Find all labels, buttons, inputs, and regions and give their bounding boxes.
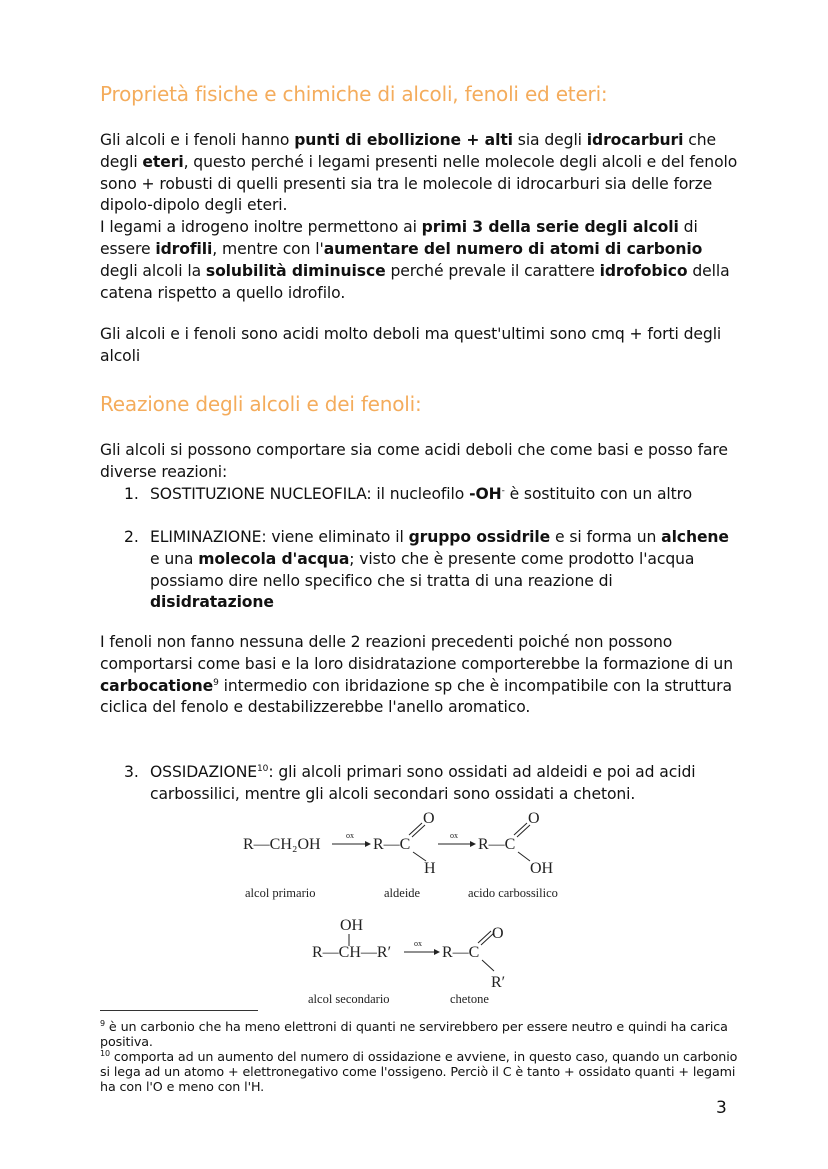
- text-run: di essere: [100, 218, 698, 258]
- text-run: : gli alcoli primari sono ossidati ad aldeidi e poi ad acidi carbossilici, mentre gli alcoli secondari sono ossidati a chetoni.: [150, 763, 696, 803]
- list-number: 2.: [124, 528, 139, 546]
- bold-text: carbocatione: [100, 676, 214, 695]
- list-item-text: [150, 527, 740, 614]
- text-run: è sostituito con un altro: [504, 485, 693, 503]
- list-item-oxidation: [124, 762, 740, 806]
- ketone-r-prime: R′: [491, 974, 506, 991]
- bold-text: idrofili: [155, 239, 213, 258]
- aldehyde-o: O: [423, 810, 435, 827]
- acid-oh: OH: [530, 860, 554, 877]
- arrow-label: ox: [450, 831, 458, 840]
- primary-alcohol-formula: R—CH₂OH: [243, 836, 321, 853]
- footnote-text: è un carbonio che ha meno elettroni di quanti ne servirebbero per essere neutro e quindi ha carica positiva.: [100, 1019, 728, 1049]
- bold-text: punti di ebollizione + alti: [294, 131, 513, 149]
- bold-text: idrocarburi: [586, 131, 684, 149]
- label-ketone: chetone: [450, 992, 489, 1006]
- arrow-label: ox: [414, 939, 422, 948]
- bold-text: solubilità diminuisce: [205, 261, 386, 280]
- footnote-separator: [100, 1010, 258, 1011]
- oxidation-reaction-scheme: [230, 805, 590, 1010]
- text-run: che degli: [100, 131, 716, 171]
- acid-rc: R—C: [478, 836, 516, 853]
- section-heading-properties: Proprietà fisiche e chimiche di alcoli, fenoli ed eteri:: [100, 82, 608, 106]
- text-run: ELIMINAZIONE: viene eliminato il: [150, 528, 409, 546]
- superscript: 10: [257, 763, 269, 774]
- label-primary-alcohol: alcol primario: [245, 886, 316, 900]
- text-run: Gli alcoli e i fenoli hanno: [100, 131, 295, 149]
- paragraph-acidity: [100, 324, 740, 368]
- paragraph-reactions-intro: [100, 440, 740, 484]
- secondary-alcohol-formula: R—CH—R′: [312, 944, 392, 961]
- text-run: della catena rispetto a quello idrofilo.: [100, 261, 730, 302]
- text-run: perché prevale il carattere: [385, 261, 600, 280]
- ketone-rc: R—C: [442, 944, 480, 961]
- footnote-number: 10: [100, 1048, 110, 1058]
- bold-text: idrofobico: [599, 261, 688, 280]
- list-number: 3.: [124, 763, 139, 781]
- text-run: sia degli: [512, 131, 587, 149]
- aldehyde-h: H: [424, 860, 436, 877]
- label-carboxylic-acid: acido carbossilico: [468, 886, 558, 900]
- text-run: OSSIDAZIONE: [150, 763, 258, 781]
- bold-text: disidratazione: [150, 593, 274, 612]
- single-bond: [518, 852, 530, 861]
- section-heading-reactions: Reazione degli alcoli e dei fenoli:: [100, 392, 422, 416]
- paragraph-phenols: [100, 632, 740, 719]
- aldehyde-rc: R—C: [373, 836, 411, 853]
- text-run: Gli alcoli si possono comportare sia come acidi deboli che come basi e posso fare diverse reazioni:: [100, 441, 728, 481]
- list-number: 1.: [124, 485, 139, 503]
- list-item-elimination: [124, 527, 740, 614]
- text-run: I legami a idrogeno inoltre permettono ai: [100, 218, 422, 237]
- superscript: 9: [213, 677, 219, 688]
- text-run: , mentre con l': [212, 239, 324, 258]
- bold-text: gruppo ossidrile: [408, 528, 551, 546]
- superscript: -: [501, 485, 505, 496]
- label-aldehyde: aldeide: [384, 886, 421, 900]
- page-number: 3: [716, 1098, 727, 1118]
- list-item-substitution: [124, 484, 740, 506]
- text-run: degli alcoli la: [100, 261, 206, 280]
- footnote-number: 9: [100, 1018, 105, 1028]
- text-run: intermedio con ibridazione sp che è incompatibile con la struttura ciclica del fenolo e destabilizzerebbe l'anello aromatico.: [100, 676, 732, 717]
- text-run: Gli alcoli e i fenoli sono acidi molto deboli ma quest'ultimi sono cmq + forti degli alcoli: [100, 325, 722, 365]
- text-run: , questo perché i legami presenti nelle molecole degli alcoli e del fenolo sono + robusti di quelli presenti sia tra le molecole di idrocarburi sia delle forze dipolo-dipolo degli eteri.: [100, 152, 738, 215]
- single-bond: [482, 960, 494, 971]
- bold-text: eteri: [142, 152, 184, 171]
- bold-text: primi 3 della serie degli alcoli: [421, 218, 679, 237]
- ketone-o: O: [492, 925, 504, 942]
- arrow-label: ox: [346, 831, 354, 840]
- bold-text: alchene: [661, 528, 729, 546]
- secondary-oh: OH: [340, 917, 364, 934]
- bold-text: aumentare del numero di atomi di carbonio: [323, 239, 703, 258]
- acid-o: O: [528, 810, 540, 827]
- list-item-text: [150, 484, 740, 506]
- paragraph-boiling-solubility: [100, 130, 740, 304]
- bold-text: -OH: [469, 485, 502, 503]
- footnote-10: [100, 1049, 740, 1094]
- text-run: ; visto che è presente come prodotto l'acqua possiamo dire nello specifico che si tratta di una reazione di: [150, 549, 695, 590]
- text-run: e una: [150, 549, 199, 568]
- text-run: SOSTITUZIONE NUCLEOFILA: il nucleofilo: [150, 485, 470, 503]
- text-run: e si forma un: [550, 528, 662, 546]
- list-item-text: [150, 762, 740, 806]
- text-run: I fenoli non fanno nessuna delle 2 reazioni precedenti poiché non possono comportarsi come basi e la loro disidratazione comporterebbe la formazione di un: [100, 633, 733, 673]
- footnote-9: [100, 1019, 740, 1049]
- footnote-text: comporta ad un aumento del numero di ossidazione e avviene, in questo caso, quando un carbonio si lega ad un atomo + elettronegativo come l'ossigeno. Perciò il C è tanto + ossidato quanti + legami ha con l'O e meno con l'H.: [100, 1049, 738, 1094]
- label-secondary-alcohol: alcol secondario: [308, 992, 390, 1006]
- bold-text: molecola d'acqua: [198, 549, 350, 568]
